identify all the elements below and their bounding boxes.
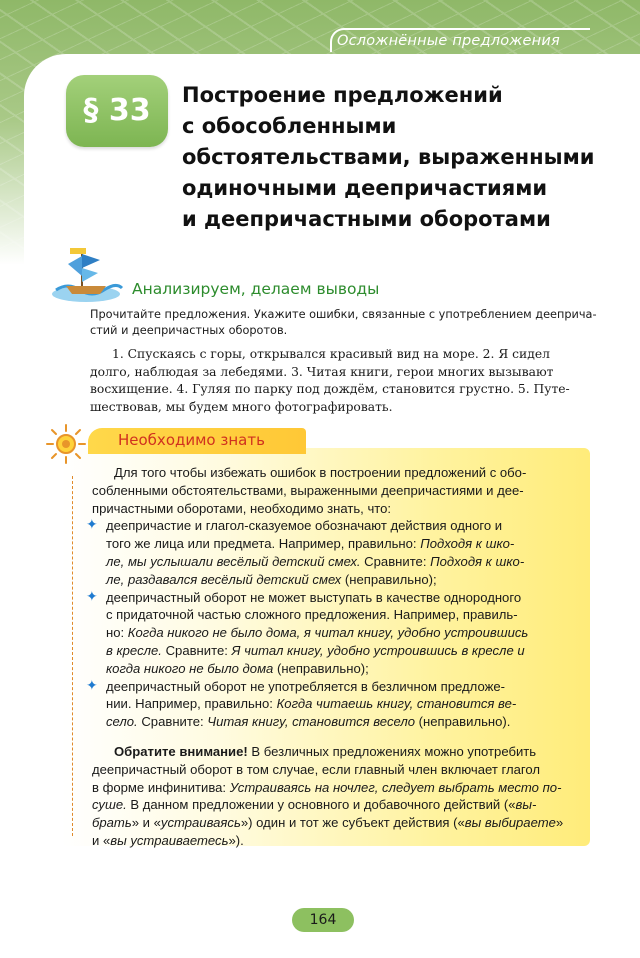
rule-bullet-3	[86, 677, 586, 731]
bullet-line: деепричастный оборот не употребляется в безличном предложе-	[106, 678, 505, 694]
rule-intro-line: Для того чтобы избежать ошибок в построении предложений с обо-	[114, 465, 527, 480]
sun-icon	[44, 422, 88, 466]
lesson-title	[182, 80, 602, 235]
bullet-line: с придаточной частью сложного предложения. Например, правиль-	[106, 607, 518, 623]
analysis-heading: Анализируем, делаем выводы	[132, 280, 380, 298]
rule-note	[92, 743, 586, 850]
task-line: стий и деепричастных оборотов.	[90, 324, 288, 337]
note-line: суше. В данном предложении у основного и добавочного действий («вы-	[92, 797, 537, 813]
paragraph-badge: § 33	[66, 75, 168, 147]
task-instructions	[90, 307, 597, 339]
note-line: в форме инфинитива: Устраиваясь на ночлег, следует выбрать место по-	[92, 779, 562, 795]
rule-bullet-2	[86, 588, 586, 678]
bullet-line: ле, мы услышали весёлый детский смех. Сравните: Подходя к шко-	[106, 553, 525, 569]
rule-intro-line: собленными обстоятельствами, выраженными деепричастиями и дее-	[92, 482, 524, 498]
bullet-line: в кресле. Сравните: Я читал книгу, удобно устроившись в кресле и	[106, 642, 525, 658]
rule-body	[86, 464, 586, 850]
bullet-line: того же лица или предмета. Например, правильно: Подходя к шко-	[106, 536, 515, 552]
note-line: деепричастный оборот в том случае, если главный член включает глагол	[92, 761, 540, 777]
example-line: 1. Спускаясь с горы, открывался красивый вид на море. 2. Я сидел	[112, 347, 550, 361]
note-line: Обратите внимание! В безличных предложениях можно употребить	[114, 743, 537, 759]
title-line: с обособленными	[182, 114, 397, 138]
rule-title: Необходимо знать	[118, 431, 265, 449]
ship-icon	[48, 246, 124, 304]
bullet-cross-icon: ✦	[86, 517, 98, 534]
example-sentences	[90, 346, 590, 416]
bullet-line: деепричастный оборот не может выступать в качестве однородного	[106, 589, 522, 605]
example-line: восхищение. 4. Гуляя по парку под дождём, становится грустно. 5. Путе-	[90, 382, 570, 396]
task-line: Прочитайте предложения. Укажите ошибки, связанные с употреблением дееприча-	[90, 308, 597, 321]
rule-bullet-1	[86, 517, 586, 588]
example-line: шествовав, мы будем много фотографировать.	[90, 399, 393, 414]
bullet-cross-icon: ✦	[86, 677, 98, 694]
page-number: 164	[292, 908, 354, 932]
title-line: обстоятельствами, выраженными	[182, 145, 595, 169]
title-line: одиночными деепричастиями	[182, 176, 548, 200]
title-line: и деепричастными оборотами	[182, 207, 551, 231]
bullet-cross-icon: ✦	[86, 588, 98, 605]
section-title: Осложнённые предложения	[337, 33, 560, 49]
note-line: и «вы устраиваетесь»).	[92, 832, 244, 848]
title-line: Построение предложений	[182, 83, 503, 107]
bullet-line: деепричастие и глагол-сказуемое обозначают действия одного и	[106, 518, 503, 534]
bullet-line: нии. Например, правильно: Когда читаешь книгу, становится ве-	[106, 696, 517, 712]
bullet-line: когда никого не было дома (неправильно);	[106, 660, 369, 676]
bullet-line: но: Когда никого не было дома, я читал книгу, удобно устроившись	[106, 625, 529, 641]
note-label: Обратите внимание!	[114, 743, 248, 759]
bullet-line: ле, раздавался весёлый детский смех (неправильно);	[106, 571, 437, 587]
rule-divider	[72, 476, 73, 836]
rule-intro-line: причастными оборотами, необходимо знать, что:	[92, 500, 392, 516]
example-line: долго, наблюдая за лебедями. 3. Читая книги, герои многих вызывают	[90, 364, 554, 379]
note-line: брать» и «устраиваясь») один и тот же субъект действия («вы выбираете»	[92, 815, 564, 831]
bullet-line: село. Сравните: Читая книгу, становится весело (неправильно).	[106, 714, 511, 730]
